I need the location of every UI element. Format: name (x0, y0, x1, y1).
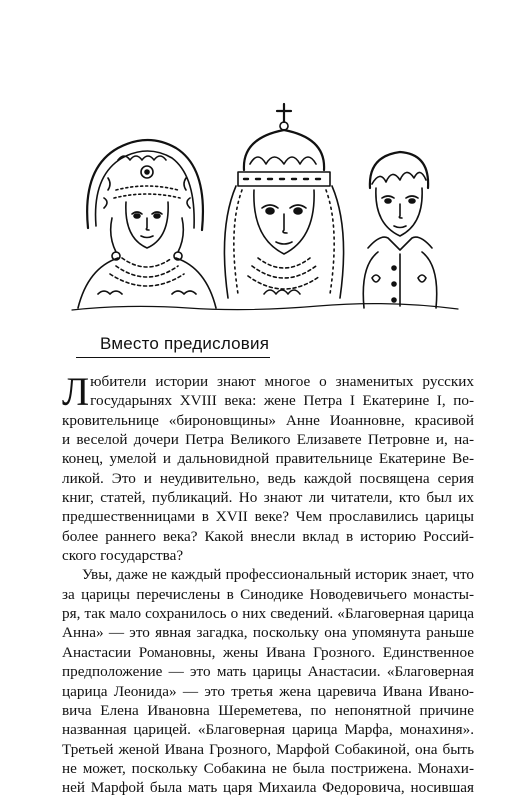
text-line: названная царицей. «Благоверная царица Марфа, монахиня». (62, 721, 474, 739)
text-line: ликой. Это и неудивительно, ведь каждой посвящена серия (62, 469, 474, 487)
text-line: более раннего века? Какой внесли вклад в историю Россий- (62, 527, 474, 545)
left-portrait-icon (78, 140, 216, 308)
right-portrait-icon (363, 152, 436, 308)
text-line: ней Марфой была мать царя Михаила Федоровича, носившая (62, 779, 474, 797)
paragraph-2 (62, 565, 474, 797)
text-line: Анна» — это явная загадка, поскольку она упомянута раньше (62, 624, 474, 642)
middle-portrait-icon (224, 104, 343, 298)
text-line: кровительнице «бироновщины» Анне Иоанновне, красивой (62, 411, 474, 429)
text-line: царица Леонида» — это третья жена царевича Ивана Ивано- (62, 682, 474, 700)
paragraph-1 (62, 369, 474, 565)
text-line: конец, умелой и дальновидной правительнице Екатерине Ве- (62, 450, 474, 468)
text-line: предположение — это мать царицы Анастасии. «Благоверная (62, 663, 474, 681)
text-line: книг, статей, публикаций. Но знают ли читатели, кто был их (62, 489, 474, 507)
text-line: государынях XVIII века: жене Петра I Екатерине I, по- (90, 392, 474, 410)
portrait-illustration (68, 98, 460, 318)
heading-rule (76, 357, 270, 358)
text-line: вича Елена Ивановна Шереметева, по непонятной причине (62, 701, 474, 719)
text-line: Анастасии Романовны, жены Ивана Грозного. Единственное (62, 643, 474, 661)
text-line: юбители истории знают многое о знаменитых русских (90, 373, 474, 390)
text-line: не может, поскольку Собакина не была пострижена. Монахи- (62, 759, 474, 777)
text-line: предшественницами в XVII веке? Чем прославились царицы (62, 508, 474, 526)
text-line: и веселой дочери Петра Великого Елизавете Петровне и, на- (62, 431, 474, 449)
text-line: ря, так мало сохранилось о них сведений. «Благоверная царица (62, 605, 474, 623)
body-text (62, 369, 474, 798)
text-line: Увы, даже не каждый профессиональный историк знает, что (82, 566, 474, 584)
section-heading: Вместо предисловия (100, 334, 270, 353)
text-line: ского государства? (62, 547, 184, 565)
drop-cap: Л (62, 369, 90, 414)
text-line: Третьей женой Ивана Грозного, Марфой Собакиной, она быть (62, 740, 474, 758)
text-line: за царицы перечислены в Синодике Новодевичьего монасты- (62, 585, 474, 603)
